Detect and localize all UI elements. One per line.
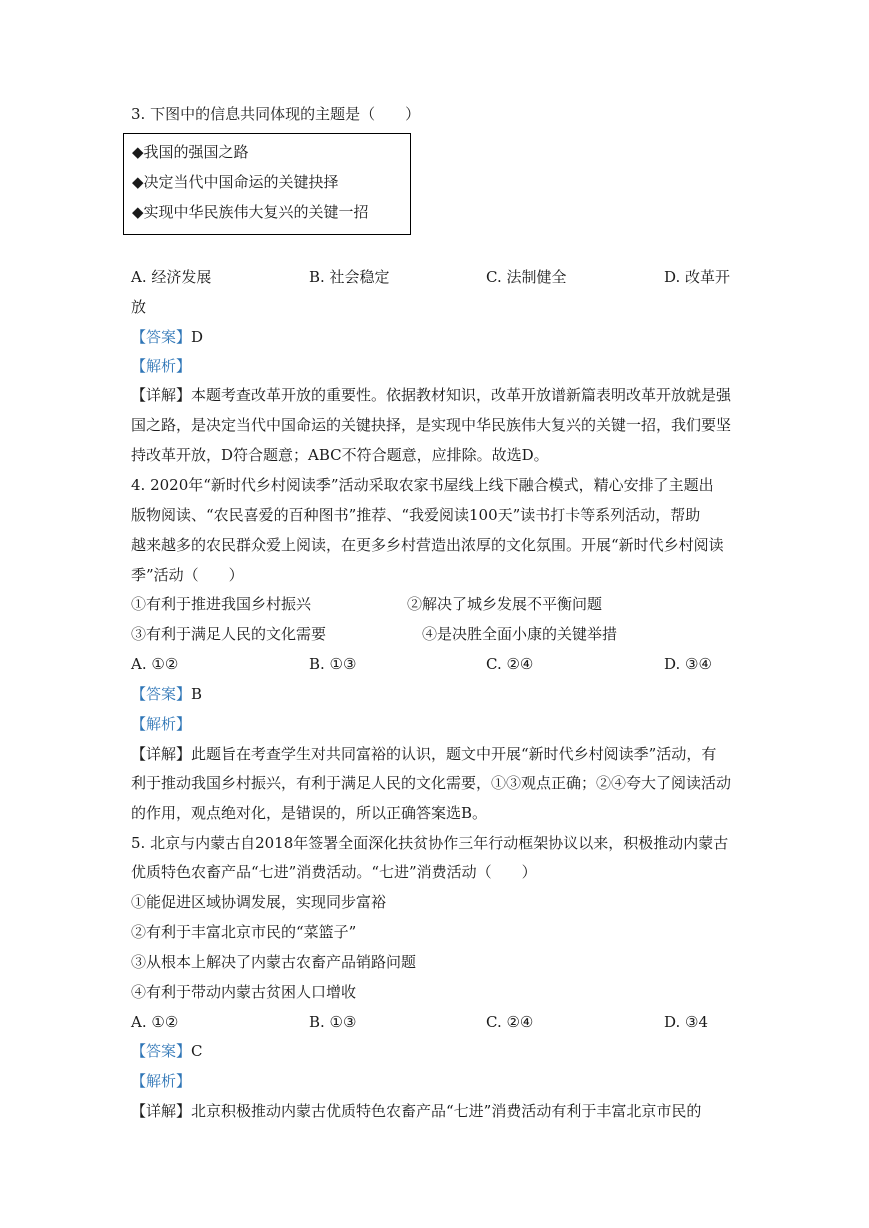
q4-option-c: C. ②④ [486, 655, 534, 673]
q5-detail-line [131, 1101, 701, 1121]
detail-text: 此题旨在考查学生对共同富裕的认识，题文中开展“新时代乡村阅读季”活动，有 [191, 745, 717, 763]
q3-detail-line [131, 385, 731, 405]
q4-detail-line: 利于推动我国乡村振兴，有利于满足人民的文化需要，①③观点正确；②④夸大了阅读活动 [131, 774, 732, 792]
q5-statement: ②有利于丰富北京市民的“菜篮子” [131, 923, 357, 941]
q3-option-wrap: 放 [131, 298, 147, 316]
q3-detail-line: 国之路，是决定当代中国命运的关键抉择，是实现中华民族伟大复兴的关键一招，我们要坚 [131, 416, 732, 434]
answer-tag: 【答案】 [131, 685, 192, 703]
q5-option-b: B. ①③ [309, 1013, 357, 1031]
q3-option-b: B. 社会稳定 [309, 268, 390, 286]
q4-stem-line: 越来越多的农民群众爱上阅读，在更多乡村营造出浓厚的文化氛围。开展“新时代乡村阅读 [131, 536, 724, 554]
q4-detail-line: 的作用，观点绝对化，是错误的，所以正确答案选B。 [131, 804, 488, 822]
q3-detail-line: 持改革开放，D符合题意；ABC不符合题意，应排除。故选D。 [131, 446, 549, 464]
q4-stem-line: 季”活动（ ） [131, 566, 244, 584]
detail-tag: 【详解】 [131, 745, 192, 763]
q5-answer [131, 1041, 203, 1061]
q4-stem-line: 版物阅读、“农民喜爱的百种图书”推荐、“我爱阅读100天”读书打卡等系列活动，帮助 [131, 506, 701, 524]
q4-detail-line [131, 744, 716, 764]
q3-box-item: ◆我国的强国之路 [132, 143, 249, 161]
q5-stem-line: 优质特色农畜产品“七进”消费活动。“七进”消费活动（ ） [131, 863, 537, 881]
q3-stem: 3. 下图中的信息共同体现的主题是（ ） [131, 105, 421, 123]
q4-statement: ①有利于推进我国乡村振兴 [131, 595, 312, 613]
q4-stem-line: 4. 2020年“新时代乡村阅读季”活动采取农家书屋线上线下融合模式，精心安排了主题出 [131, 476, 714, 494]
q3-box-item: ◆实现中华民族伟大复兴的关键一招 [132, 203, 369, 221]
q3-info-box [123, 133, 411, 235]
q3-analysis-tag: 【解析】 [131, 357, 192, 375]
answer-value: C [191, 1042, 203, 1060]
answer-value: B [191, 685, 203, 703]
q5-option-c: C. ②④ [486, 1013, 534, 1031]
q4-answer [131, 684, 202, 704]
detail-text: 本题考查改革开放的重要性。依据教材知识，改革开放谱新篇表明改革开放就是强 [191, 386, 732, 404]
q5-statement: ③从根本上解决了内蒙古农畜产品销路问题 [131, 953, 417, 971]
q5-statement: ④有利于带动内蒙古贫困人口增收 [131, 983, 357, 1001]
q5-analysis-tag: 【解析】 [131, 1072, 192, 1090]
q4-statement: ④是决胜全面小康的关键举措 [422, 625, 618, 643]
q3-box-item: ◆决定当代中国命运的关键抉择 [132, 173, 339, 191]
q3-option-a: A. 经济发展 [131, 268, 212, 286]
answer-tag: 【答案】 [131, 1042, 192, 1060]
q4-statement: ②解决了城乡发展不平衡问题 [407, 595, 603, 613]
detail-tag: 【详解】 [131, 1102, 192, 1120]
answer-tag: 【答案】 [131, 328, 192, 346]
q4-option-d: D. ③④ [664, 655, 712, 673]
answer-value: D [191, 328, 204, 346]
q3-option-c: C. 法制健全 [486, 268, 567, 286]
q3-option-d: D. 改革开 [664, 268, 731, 286]
detail-text: 北京积极推动内蒙古优质特色农畜产品“七进”消费活动有利于丰富北京市民的 [191, 1102, 702, 1120]
q4-statement: ③有利于满足人民的文化需要 [131, 625, 327, 643]
q4-analysis-tag: 【解析】 [131, 715, 192, 733]
q5-statement: ①能促进区域协调发展，实现同步富裕 [131, 893, 387, 911]
q4-option-a: A. ①② [131, 655, 179, 673]
q5-stem-line: 5. 北京与内蒙古自2018年签署全面深化扶贫协作三年行动框架协议以来，积极推动内蒙古 [131, 834, 729, 852]
q4-option-b: B. ①③ [309, 655, 357, 673]
q5-option-d: D. ③4 [664, 1013, 709, 1031]
q5-option-a: A. ①② [131, 1013, 179, 1031]
q3-answer [131, 327, 203, 347]
detail-tag: 【详解】 [131, 386, 192, 404]
